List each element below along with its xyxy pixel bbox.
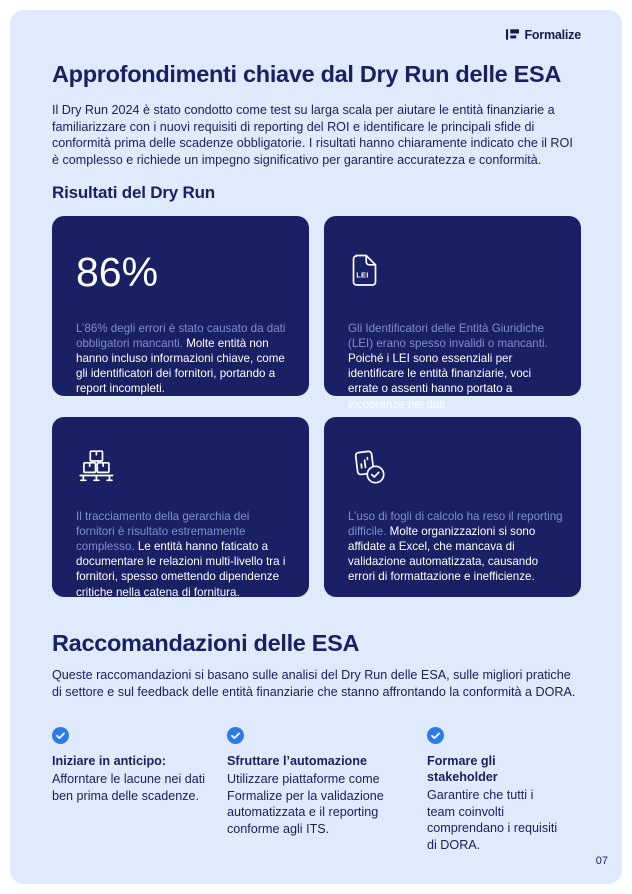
recommendation-body: Afforntare le lacune nei dati ben prima delle scadenze. bbox=[52, 772, 206, 803]
result-card-lei bbox=[324, 216, 581, 411]
card-text-rest: Poiché i LEI sono essenziali per identificare le entità finanziarie, voci errate o assenti hanno portato a incoerenze nei dati. bbox=[348, 352, 532, 411]
card-text-highlight: L’uso di fogli di calcolo ha reso il reporting difficile. bbox=[348, 509, 563, 538]
recommendations-intro: Queste raccomandazioni si basano sulle analisi del Dry Run delle ESA, sulle migliori pratiche di settore e sul feedback delle entità finanziarie che stanno affrontando la conformità a DORA. bbox=[52, 668, 576, 699]
check-circle-icon bbox=[227, 727, 397, 744]
card-text-highlight: L’86% degli errori è stato causato da dati obbligatori mancanti. bbox=[76, 321, 286, 350]
page-number: 07 bbox=[595, 855, 608, 867]
recommendation-body: Utilizzare piattaforme come Formalize per la validazione automatizzata e il reporting conforme agli ITS. bbox=[227, 772, 384, 836]
result-card-missing-data bbox=[52, 216, 309, 396]
lei-document-icon bbox=[350, 254, 378, 286]
supply-chain-pallet-icon bbox=[78, 450, 115, 482]
recommendation-body: Garantire che tutti i team coinvolti comprendano i requisiti di DORA. bbox=[427, 788, 558, 852]
spreadsheet-check-icon bbox=[350, 450, 386, 485]
check-circle-icon bbox=[52, 727, 215, 744]
result-card-supply-chain bbox=[52, 417, 309, 597]
card-text-highlight: Gli Identificatori delle Entità Giuridiche (LEI) erano spesso invalidi o mancanti. bbox=[348, 321, 548, 350]
results-card-grid bbox=[52, 216, 581, 597]
result-card-spreadsheets bbox=[324, 417, 581, 597]
results-heading: Risultati del Dry Run bbox=[52, 183, 215, 202]
recommendation-title: Iniziare in anticipo: bbox=[52, 754, 167, 768]
card-text bbox=[76, 321, 291, 397]
card-text bbox=[348, 509, 563, 585]
check-circle-icon bbox=[427, 727, 563, 744]
page-panel bbox=[10, 10, 622, 884]
recommendation-title: Formare gli stakeholder bbox=[427, 754, 498, 784]
intro-paragraph: Il Dry Run 2024 è stato condotto come test su larga scala per aiutare le entità finanziarie a familiarizzare con i nuovi requisiti di reporting del ROI e identificare le principali sfide di conformità prima delle scadenze obbligatorie. I risultati hanno chiaramente indicato che il ROI è complesso e richiede un impegno significativo per garantire accuratezza e conformità. bbox=[52, 103, 573, 167]
recommendations-heading: Raccomandazioni delle ESA bbox=[52, 630, 360, 656]
page-title: Approfondimenti chiave dal Dry Run delle ESA bbox=[52, 61, 562, 87]
card-text-rest: Le entità hanno faticato a documentare le relazioni multi-livello tra i fornitori, spesso omettendo dipendenze critiche nella catena di fornitura. bbox=[76, 540, 286, 599]
logo-text: Formalize bbox=[524, 27, 581, 42]
logo bbox=[52, 27, 581, 42]
stat-value: 86% bbox=[76, 249, 159, 295]
card-text bbox=[348, 321, 563, 412]
card-text bbox=[76, 509, 291, 600]
svg-text:LEI: LEI bbox=[356, 270, 369, 280]
recommendation-item bbox=[227, 727, 427, 853]
card-text-rest: Molte entità non hanno incluso informazioni chiave, come gli identificatori dei fornitori, portando a report incompleti. bbox=[76, 336, 285, 396]
recommendation-item bbox=[52, 727, 227, 853]
recommendation-item bbox=[427, 727, 581, 853]
recommendation-title: Sfruttare l’automazione bbox=[227, 754, 367, 768]
card-text-highlight: Il tracciamento della gerarchia dei fornitori è risultato estremamente complesso. bbox=[76, 509, 250, 553]
recommendations-columns bbox=[52, 727, 581, 853]
formalize-logo-icon bbox=[506, 29, 519, 40]
card-text-rest: Molte organizzazioni si sono affidate a Excel, che mancava di validazione automatizzata, causando errori di formattazione e inefficienze. bbox=[348, 524, 539, 584]
